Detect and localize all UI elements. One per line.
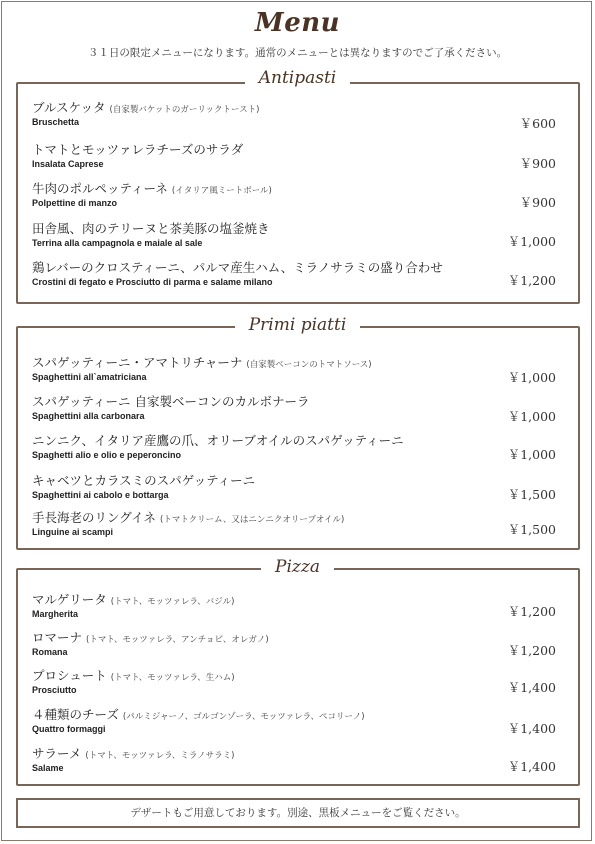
item-note: (トマト、モッツァレラ、ミラノサラミ) xyxy=(85,751,235,761)
item-note: (パルミジャーノ、ゴルゴンゾーラ、モッツァレラ、ペコリーノ) xyxy=(122,712,365,722)
item-name-jp: 手長海老のリングイネ xyxy=(32,510,157,525)
menu-item xyxy=(32,705,578,734)
item-price: ￥1,400 xyxy=(507,680,556,695)
item-price: ￥1,500 xyxy=(507,522,556,537)
section-title-primi-piatti: Primi piatti xyxy=(0,315,595,335)
item-price: ￥900 xyxy=(519,195,556,210)
item-name-jp: プロシュート xyxy=(32,668,107,683)
item-price: ￥1,000 xyxy=(507,234,556,249)
item-name-jp: トマトとモッツァレラチーズのサラダ xyxy=(32,142,244,157)
item-note: (トマト、モッツァレラ、生ハム) xyxy=(110,673,235,683)
item-price: ￥1,200 xyxy=(507,273,556,288)
item-name-it: Crostini di fegato e Prosciutto di parma e salame milano xyxy=(32,277,273,287)
menu-item xyxy=(32,666,578,695)
menu-item xyxy=(32,219,578,248)
item-name-it: Quattro formaggi xyxy=(32,724,106,734)
item-price: ￥1,000 xyxy=(507,447,556,462)
menu-item xyxy=(32,353,578,382)
item-name-jp: 鶏レバーのクロスティーニ、パルマ産生ハム、ミラノサラミの盛り合わせ xyxy=(32,260,443,275)
item-name-it: Romana xyxy=(32,647,68,657)
item-note: (トマトクリーム、又はニンニクオリーブオイル) xyxy=(160,515,345,525)
section-title-antipasti: Antipasti xyxy=(0,68,595,88)
menu-item xyxy=(32,628,578,657)
item-name-jp: ４種類のチーズ xyxy=(32,707,119,722)
item-name-it: Bruschetta xyxy=(32,117,80,127)
menu-item xyxy=(32,744,578,773)
item-price: ￥1,200 xyxy=(507,643,556,658)
section-pizza xyxy=(16,568,580,786)
item-price: ￥1,400 xyxy=(507,759,556,774)
item-name-it: Polpettine di manzo xyxy=(32,198,118,208)
item-name-it: Spaghettini alla carbonara xyxy=(32,411,145,421)
menu-item xyxy=(32,392,578,421)
menu-item xyxy=(32,590,578,619)
item-price: ￥900 xyxy=(519,156,556,171)
item-name-jp: ブルスケッタ xyxy=(32,100,106,115)
item-name-jp: スパゲッティーニ 自家製ベーコンのカルボナーラ xyxy=(32,394,310,409)
item-name-it: Margherita xyxy=(32,609,79,619)
menu-item xyxy=(32,258,578,287)
item-price: ￥600 xyxy=(519,116,556,131)
menu-title: Menu xyxy=(254,8,341,38)
menu-item xyxy=(32,98,578,127)
item-name-it: Linguine ai scampi xyxy=(32,527,114,537)
item-note: (トマト、モッツァレラ、アンチョビ、オレガノ) xyxy=(86,635,269,645)
item-price: ￥1,000 xyxy=(507,409,556,424)
item-note: (自家製ベーコンのトマトソース) xyxy=(246,360,372,370)
item-name-jp: マルゲリータ xyxy=(32,592,107,607)
section-title-pizza: Pizza xyxy=(0,557,595,577)
item-name-it: Insalata Caprese xyxy=(32,159,104,169)
item-name-it: Spaghettini all`amatriciana xyxy=(32,372,147,382)
item-name-jp: ロマーナ xyxy=(32,630,83,645)
footer-note: デザートもご用意しております。別途、黒板メニューをご覧ください。 xyxy=(16,798,580,828)
item-name-it: Spaghettini ai cabolo e bottarga xyxy=(32,490,169,500)
item-name-it: Prosciutto xyxy=(32,685,77,695)
item-price: ￥1,200 xyxy=(507,604,556,619)
item-name-jp: 牛肉のポルペッティーネ xyxy=(32,181,168,196)
item-name-it: Spaghetti alio e olio e peperoncino xyxy=(32,450,182,460)
item-name-jp: キャベツとカラスミのスパゲッティーニ xyxy=(32,473,256,488)
menu-item xyxy=(32,179,578,208)
menu-item xyxy=(32,140,578,169)
item-name-it: Salame xyxy=(32,763,64,773)
section-antipasti xyxy=(16,82,580,304)
item-name-jp: 田舎風、肉のテリーヌと茶美豚の塩釜焼き xyxy=(32,221,270,236)
item-name-jp: スパゲッティーニ・アマトリチャーナ xyxy=(32,355,243,370)
item-price: ￥1,500 xyxy=(507,487,556,502)
menu-subtitle: ３１日の限定メニューになります。通常のメニューとは異なりますのでご了承ください。 xyxy=(87,47,508,59)
item-price: ￥1,000 xyxy=(507,370,556,385)
section-primi-piatti xyxy=(16,326,580,550)
menu-item xyxy=(32,431,578,460)
item-price: ￥1,400 xyxy=(507,721,556,736)
item-note: (自家製バケットのガーリックトースト) xyxy=(109,105,260,115)
menu-item xyxy=(32,508,578,537)
item-note: (トマト、モッツァレラ、バジル) xyxy=(110,597,235,607)
item-name-jp: サラーメ xyxy=(32,746,82,761)
menu-item xyxy=(32,471,578,500)
item-name-jp: ニンニク、イタリア産鷹の爪、オリーブオイルのスパゲッティーニ xyxy=(32,433,404,448)
item-note: (イタリア風ミートボール) xyxy=(171,186,272,196)
item-name-it: Terrina alla campagnola e maiale al sale xyxy=(32,238,203,248)
